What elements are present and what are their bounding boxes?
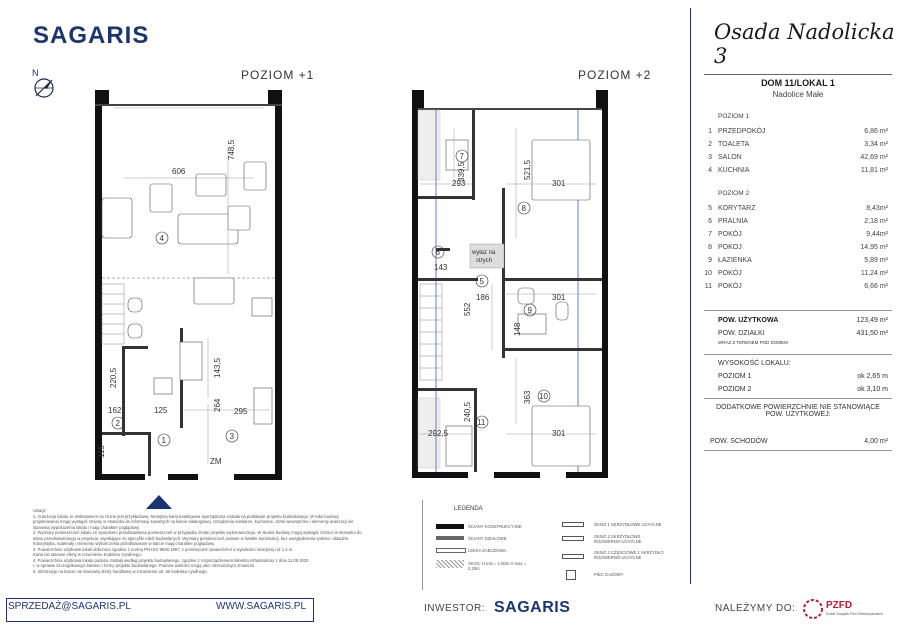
room-row-number: 6 [708, 218, 712, 225]
room-number: 4 [159, 234, 164, 243]
room-row-name: POKOJ [718, 244, 742, 251]
height-label: WYSOKOŚĆ LOKALU: [718, 360, 791, 367]
compass-label: N [32, 68, 39, 78]
dim-label: 339,5 [457, 161, 466, 182]
height-row-value: ok 2,65 m [857, 373, 888, 380]
notes-block [33, 508, 413, 574]
height-row-label: POZIOM 2 [718, 386, 752, 393]
room-row-name: POKÓJ [718, 270, 742, 277]
room-row-number: 7 [708, 231, 712, 238]
level1-floor-plan [84, 88, 294, 500]
notes-line: 2. Wymiary pomieszczeń lokalu ze sposobem przedstawienia pomieszczeń w przypadku zmian projektu wykonawczego, W skutek budowy mogą wystąpić różnice w stosunku do [33, 530, 362, 535]
room-row-area: 42,69 m² [860, 154, 888, 161]
project-title: Osada Nadolicka 3 [714, 20, 895, 68]
dim-label: 295 [234, 407, 248, 416]
legend-swatch [436, 548, 466, 553]
room-row-area: 8,43m² [866, 205, 888, 212]
room-row-name: POKÓJ [718, 283, 742, 290]
room-row-name: PRALNIA [718, 218, 748, 225]
compass-icon [28, 62, 64, 102]
plot-area-sub-label: WRAZ Z TERENEM POD DOMEM [718, 340, 788, 345]
usable-area-label: POW. UŻYTKOWA [718, 317, 779, 324]
room-row-name: POKÓJ [718, 231, 742, 238]
legend-item: ŚCIANY KONSTRUKCYJNE [468, 524, 522, 529]
room-row-number: 11 [704, 283, 712, 290]
level1-title: POZIOM +1 [241, 68, 315, 82]
dim-label: 125 [154, 406, 168, 415]
member-label: NALEŻYMY DO: [715, 603, 796, 614]
legend-window-icon [562, 536, 584, 541]
dim-label: 186 [476, 293, 490, 302]
notes-line: 1. Aranżacja lokalu ze wskazaniem na rzucie jest przykładowa. Niniejsza karta katalogowa sporządzona została na podstawie projektu budowlanego. W toku budowy [33, 513, 339, 519]
zm-label: ZM [210, 457, 222, 466]
extra-label-row [704, 404, 892, 418]
room-row-area: 6,66 m² [864, 283, 888, 290]
stairs-label: POW. SCHODÓW [710, 438, 768, 445]
room-number: 6 [435, 248, 440, 257]
room-number: 2 [115, 419, 120, 428]
room-number: 8 [521, 204, 526, 213]
dim-label: 301 [552, 429, 566, 438]
pzfd-logo-icon [802, 598, 824, 622]
room-row-area: 14,95 m² [860, 244, 888, 251]
legend-window-icon [562, 554, 584, 559]
panel-rule [704, 74, 892, 75]
dim-label: 240,5 [463, 401, 472, 422]
legend-swatch [436, 536, 464, 540]
room-row-area: 5,89 m² [864, 257, 888, 264]
pzfd-logo: PZFD [826, 600, 853, 611]
panel-rule [704, 310, 892, 311]
panel-divider [690, 8, 691, 584]
legend-title: LEGENDA [454, 506, 483, 512]
room-row-name: TOALETA [718, 141, 750, 148]
legend-item: SKOS: H min = 1,90m H max = 2,20m [468, 561, 527, 571]
legend-item: OKNO 2 SKRZYDŁOWE ROZWIERNO-UCHYLNE [594, 534, 642, 544]
usable-area-value: 123,49 m² [856, 317, 888, 324]
dim-label: 293 [452, 179, 466, 188]
dim-label: 148 [513, 322, 522, 336]
stairs-value: 4,00 m² [864, 438, 888, 445]
sagaris-logo: SAGARIS [33, 22, 150, 49]
notes-line: 5. Informacje na karcie nie stanowią oferty handlowej w rozumieniu art. 66 kodeksu cywilnego. [33, 568, 208, 574]
room-row-name: KUCHNIA [718, 167, 750, 174]
room-row-area: 3,34 m² [864, 141, 888, 148]
unit-id: DOM 11/LOKAL 1 [761, 78, 835, 88]
investor-logo: SAGARIS [494, 599, 571, 616]
room-row-number: 10 [704, 270, 712, 277]
dim-label: 363 [523, 390, 532, 404]
dim-label: 162 [108, 406, 122, 415]
notes-line: projektowanej mogą wystąpić zmiany w stosunku do informacji zawartych na karcie katalogowej. Urządzenia sanitarne, kuchenne, drzwi wewnętrzne i elementy aranżacji nie [33, 519, 354, 524]
room-number: 3 [229, 432, 234, 441]
legend-item: LEKKA ZABUDOWA [468, 548, 507, 553]
room-row-name: KORYTARZ [718, 205, 756, 212]
room-number: 11 [477, 418, 486, 427]
email-link[interactable]: SPRZEDAŻ@SAGARIS.PL [8, 601, 131, 612]
dim-label: 552 [463, 302, 472, 316]
website-link[interactable]: WWW.SAGARIS.PL [216, 601, 307, 612]
legend-item: OKNO 2 CZĘŚCIOWE 1 SKRZYDŁO ROZWIERNO-UCHYLNE [594, 550, 664, 560]
legend-item: PIEC GAZOWY [594, 572, 624, 577]
dim-label: 606 [172, 167, 186, 176]
panel-rule [704, 450, 892, 451]
level2-floor-plan [406, 88, 616, 492]
city: Nadolice Małe [772, 90, 824, 99]
dim-label: 220,5 [109, 367, 118, 388]
extra-label: POW. UŻYTKOWEJ: [765, 411, 831, 418]
dim-label: 292,5 [428, 429, 449, 438]
notes-line: Kolorystyka, materiały i elementy wykończenia przedstawione w karcie mają charakter poglądowy. [33, 541, 215, 546]
notes-line: r. w sprawie szczegółowego zakresu i formy projektu budowlanego. Podane wartości mogą ulec nieznacznym zmianom. [33, 563, 256, 568]
dim-label: 748,5 [227, 139, 236, 160]
panel-rule [704, 398, 892, 399]
dim-label: 301 [552, 293, 566, 302]
room-row-number: 3 [708, 154, 712, 161]
height-row-label: POZIOM 1 [718, 373, 752, 380]
room-row-area: 2,18 m² [864, 218, 888, 225]
legend-window-icon [562, 522, 584, 527]
notes-line: 3. Powierzchnie użytkowe lokali obliczono zgodnie z normą PN-ISO 9836:1997, z pominięciem powierzchni o wysokości mniejszej niż 1,4 m. [33, 546, 294, 552]
level2-section-label: POZIOM 2 [718, 190, 750, 197]
level2-title: POZIOM +2 [578, 68, 652, 82]
room-row-area: 6,86 m² [864, 128, 888, 135]
dim-label: 301 [552, 179, 566, 188]
room-row-area: 11,81 m² [860, 167, 888, 174]
dim-label: 115 [97, 445, 106, 458]
room-row-number: 2 [708, 141, 712, 148]
legend-swatch [436, 560, 464, 568]
room-number: 5 [479, 277, 484, 286]
level1-section-label: POZIOM 1 [718, 113, 750, 120]
notes-title: Uwagi: [33, 508, 46, 513]
room-number: 7 [459, 152, 464, 161]
legend-item: ŚCIANY DZIAŁOWE [468, 536, 507, 541]
legend-divider [422, 500, 423, 590]
investor-label: INWESTOR: [424, 603, 485, 614]
room-row-number: 5 [708, 205, 712, 212]
legend-item: OKNO 1 SKRZYDŁOWE UCHYLNE [594, 522, 662, 527]
dim-label: 521,5 [523, 159, 532, 180]
room-row-number: 4 [708, 167, 712, 174]
dim-label: 264 [213, 398, 222, 412]
notes-line: 4. Powierzchnia użytkowa lokalu podana została według projektu budowlanego, zgodnie z rozporządzeniem Ministra Infrastruktury z dnia 11.09.2020 [33, 557, 309, 563]
notes-line: Karta nie stanowi oferty w rozumieniu Kodeksu Cywilnego. [33, 552, 142, 557]
dim-label: 143 [434, 263, 448, 272]
attic-hatch-label: strych [476, 258, 493, 264]
plot-area-label: POW. DZIAŁKI [718, 330, 765, 337]
room-number: 10 [539, 392, 548, 401]
pzfd-sub: Polski Związek Firm Deweloperskich [826, 612, 883, 616]
legend-swatch [436, 524, 464, 529]
room-row-name: PRZEDPOKÓJ [718, 128, 766, 135]
room-number: 1 [161, 436, 166, 445]
room-number: 9 [527, 306, 532, 315]
room-row-name: ŁAZIENKA [718, 257, 752, 264]
notes-line: stanu przedstawionego w projekcie, wynikające ze specyfiki robót budowlanych. Wymiary pomieszczeń podane w świetle konstrukcji, bez uwzględnienia tynków i okładzin. [33, 535, 350, 541]
height-row-value: ok 3,10 m [857, 386, 888, 393]
room-row-name: SALON [718, 154, 742, 161]
room-row-area: 9,44m² [866, 231, 888, 238]
extra-label: DODATKOWE POWIERZCHNIE NIE STANOWIĄCE [716, 404, 880, 411]
panel-rule [704, 354, 892, 355]
room-row-number: 1 [708, 128, 712, 135]
attic-hatch-label: wyłaz na [472, 250, 496, 256]
notes-line: stanowią wyposażenia lokalu i mają charakter poglądowy. [33, 524, 140, 530]
room-row-number: 8 [708, 244, 712, 251]
room-row-area: 11,24 m² [860, 270, 888, 277]
dim-label: 143,5 [213, 357, 222, 378]
gas-boiler-icon [566, 570, 576, 580]
plot-area-value: 431,50 m² [856, 330, 888, 337]
room-row-number: 9 [708, 257, 712, 264]
